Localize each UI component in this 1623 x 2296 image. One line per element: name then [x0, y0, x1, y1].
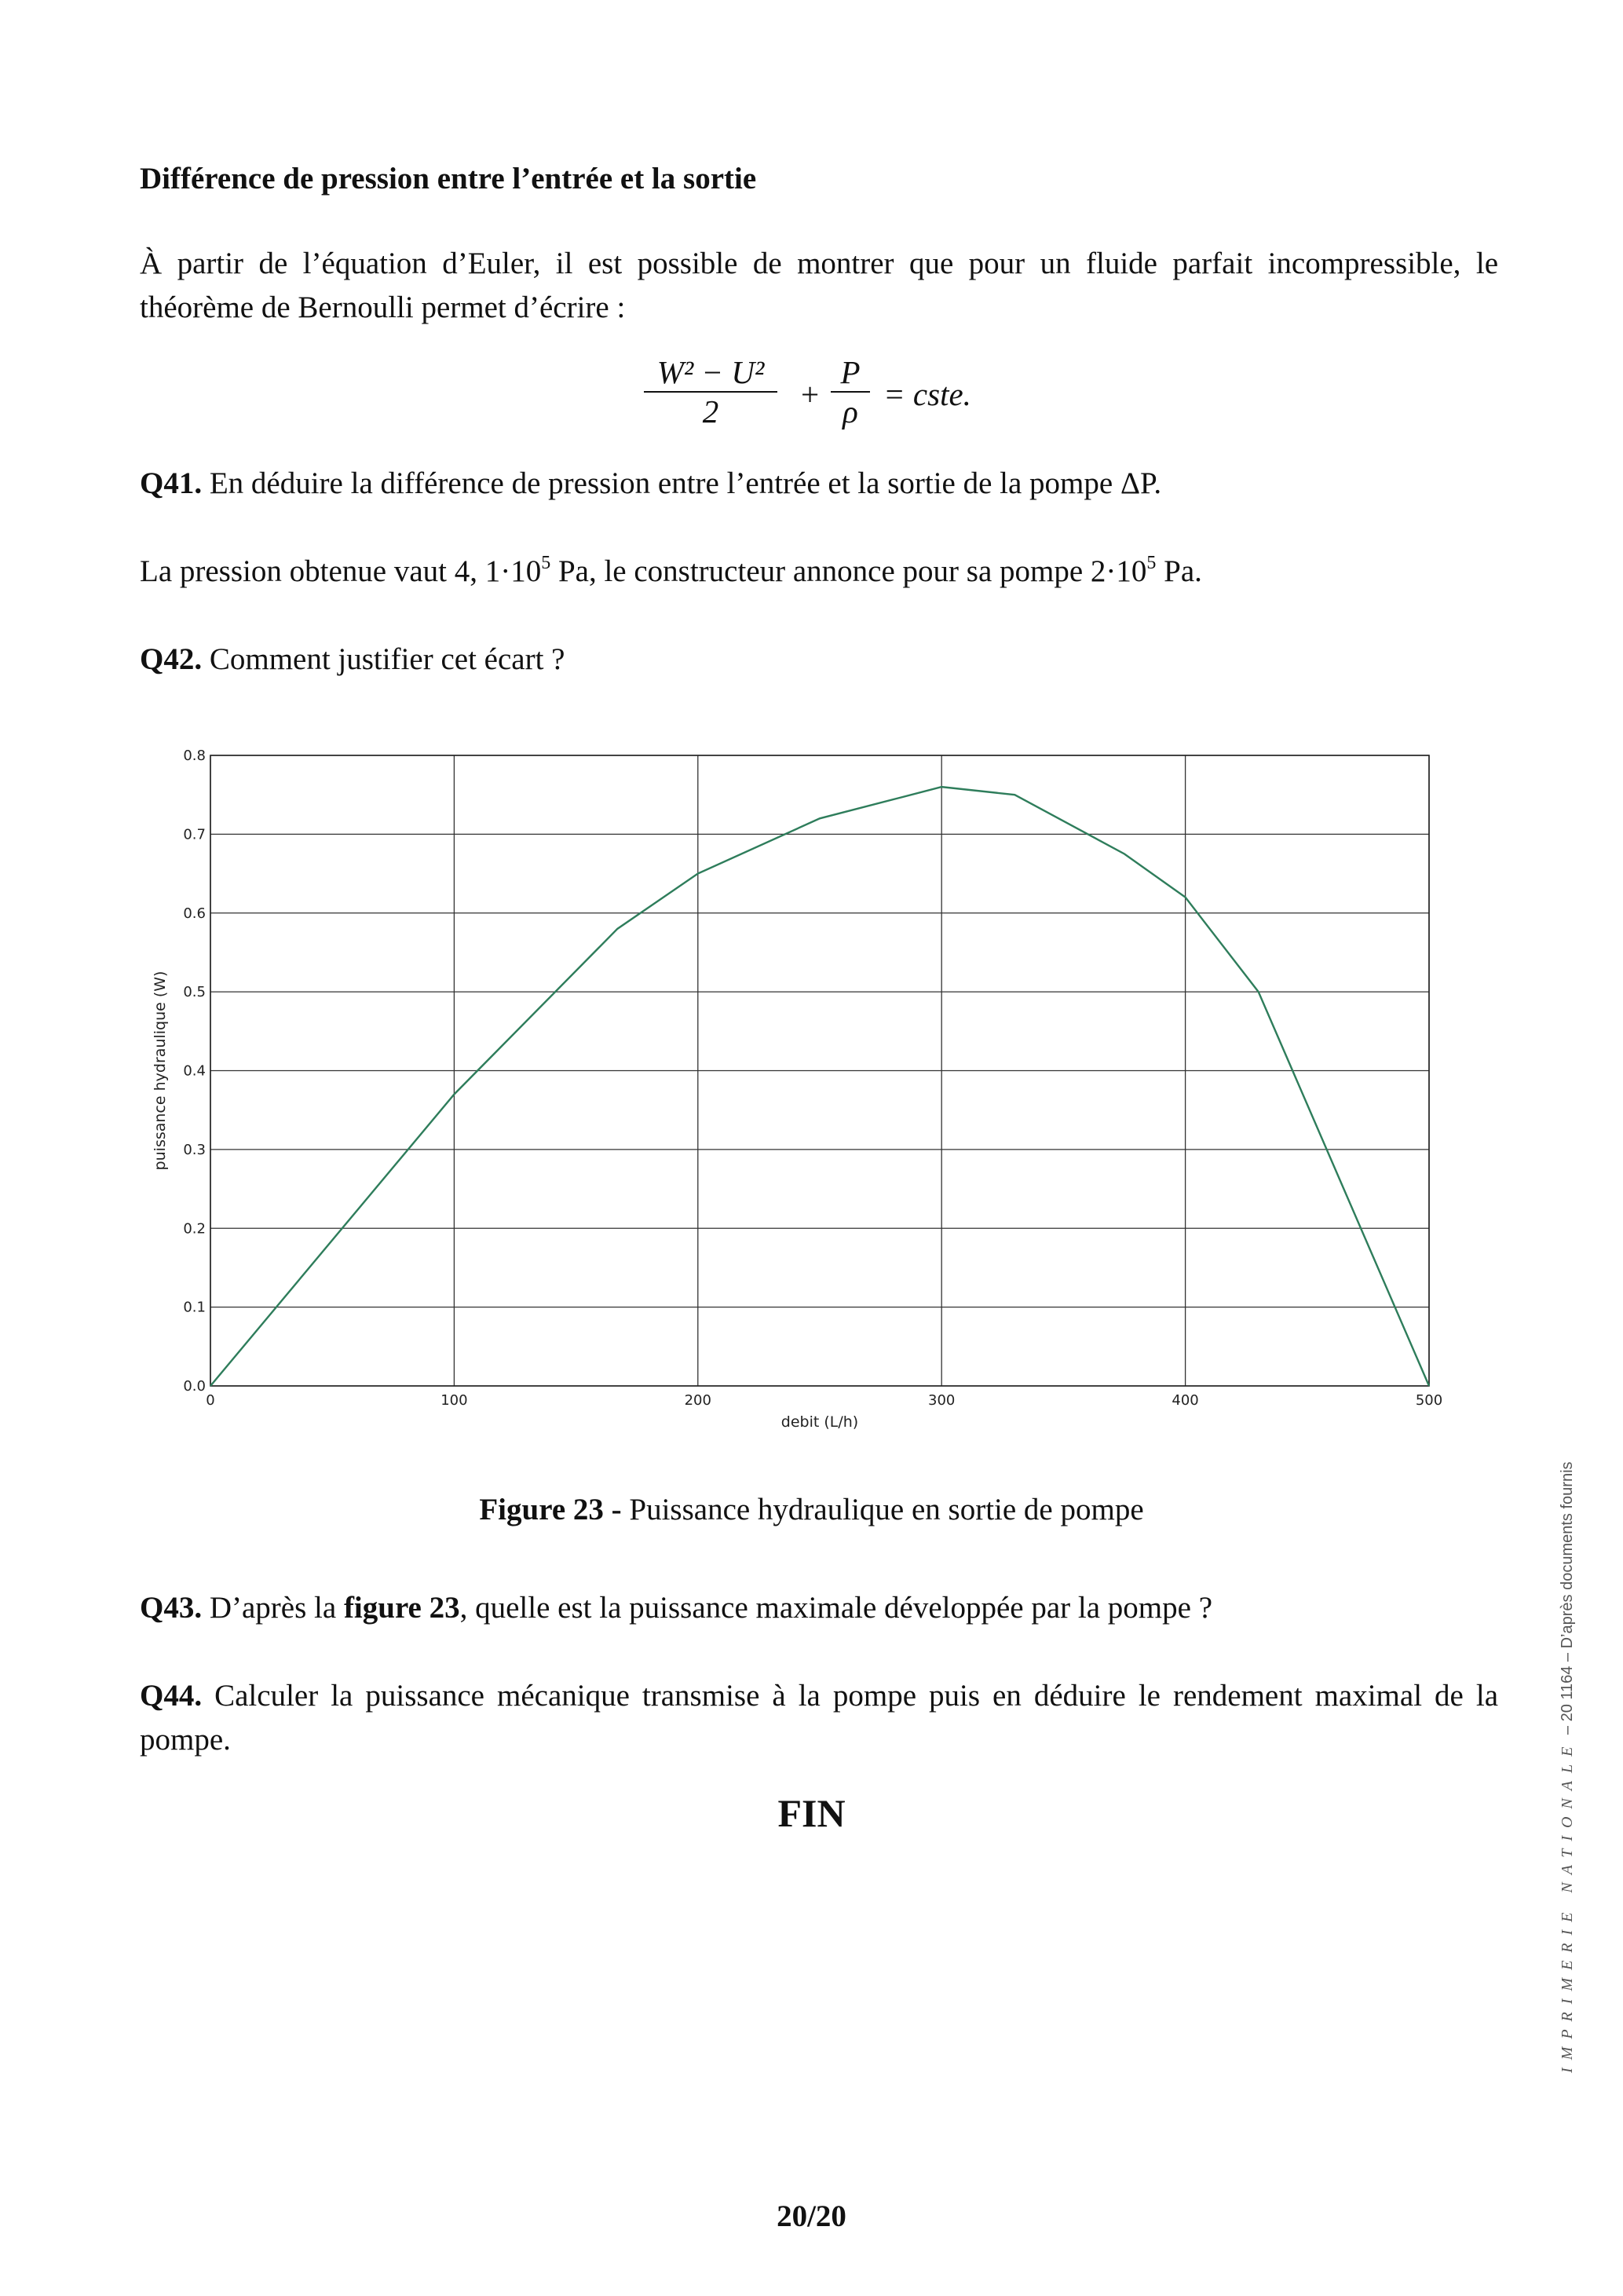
fraction-pressure: [831, 353, 870, 430]
y-tick-label: 0.4: [183, 1062, 206, 1080]
question-44: [140, 1674, 1498, 1762]
bernoulli-equation: [644, 353, 1036, 448]
q43-text-after: , quelle est la puissance maximale développée par la pompe ?: [459, 1591, 1213, 1625]
y-tick-label: 0.7: [183, 826, 206, 843]
y-tick-label: 0.6: [183, 905, 206, 922]
power-curve-line: [210, 787, 1429, 1386]
q42-label: Q42.: [140, 642, 203, 676]
y-tick-label: 0.3: [183, 1141, 206, 1158]
pressure-part2: Pa, le constructeur annonce pour sa pompe 2·10: [550, 554, 1147, 588]
figure-label: Figure 23 -: [479, 1493, 622, 1526]
imprimerie-side-note: [1559, 1461, 1577, 2073]
x-axis-label: debit (L/h): [780, 1413, 859, 1429]
q41-label: Q41.: [140, 466, 203, 500]
pressure-paragraph: [140, 550, 1498, 594]
q42-text: Comment justifier cet écart ?: [209, 642, 565, 676]
x-tick-label: 300: [928, 1392, 956, 1409]
pressure-part1: La pression obtenue vaut 4, 1·10: [140, 554, 542, 588]
hydraulic-power-chart: [149, 738, 1453, 1429]
y-axis-label: puissance hydraulique (W): [152, 971, 169, 1171]
eq-plus: +: [801, 376, 820, 412]
imprimerie-label: IMPRIMERIE NATIONALE: [1559, 1738, 1576, 2073]
q43-text-before: D’après la: [202, 1591, 344, 1625]
figure-caption: [0, 1492, 1623, 1527]
page-number: 20/20: [777, 2199, 846, 2233]
question-41: [140, 462, 1498, 506]
y-tick-label: 0.1: [183, 1299, 206, 1316]
x-tick-label: 200: [684, 1392, 711, 1409]
intro-paragraph: À partir de l’équation d’Euler, il est possible de montrer que pour un fluide parfait incompressible, le théorème de Bernoulli permet d’écrire :: [140, 247, 1498, 324]
eq-numerator-2: P: [840, 354, 861, 390]
print-code: – 20 1164 – D’après documents fournis: [1559, 1461, 1576, 1735]
question-43: [140, 1586, 1498, 1630]
q43-figure-ref: figure 23: [343, 1591, 460, 1625]
x-tick-label: 400: [1172, 1392, 1199, 1409]
question-42: [140, 638, 1498, 682]
x-tick-label: 500: [1415, 1392, 1443, 1409]
pressure-exp2: 5: [1146, 553, 1157, 573]
x-tick-label: 0: [206, 1392, 215, 1409]
figure-caption-text: Puissance hydraulique en sortie de pompe: [621, 1493, 1144, 1526]
eq-rhs: = cste.: [883, 376, 971, 412]
x-tick-label: 100: [440, 1392, 468, 1409]
pressure-part3: Pa.: [1156, 554, 1202, 588]
section-heading: Différence de pression entre l’entrée et la sortie: [140, 162, 757, 196]
y-tick-label: 0.2: [183, 1220, 206, 1238]
y-tick-label: 0.0: [183, 1378, 206, 1395]
eq-numerator-1: W² − U²: [656, 354, 765, 390]
eq-denominator-1: 2: [702, 393, 719, 430]
y-tick-label: 0.5: [183, 984, 206, 1001]
pressure-exp1: 5: [541, 553, 551, 573]
eq-denominator-2: ρ: [843, 393, 858, 430]
q44-text: Calculer la puissance mécanique transmise à la pompe puis en déduire le rendement maximal de la pompe.: [140, 1679, 1499, 1757]
q44-label: Q44.: [140, 1679, 203, 1713]
y-tick-label: 0.8: [183, 748, 206, 764]
fraction-kinetic: [644, 353, 777, 430]
fin-text: FIN: [777, 1791, 846, 1835]
q43-label: Q43.: [140, 1591, 203, 1625]
q41-text: En déduire la différence de pression entre l’entrée et la sortie de la pompe ΔP.: [209, 466, 1162, 500]
